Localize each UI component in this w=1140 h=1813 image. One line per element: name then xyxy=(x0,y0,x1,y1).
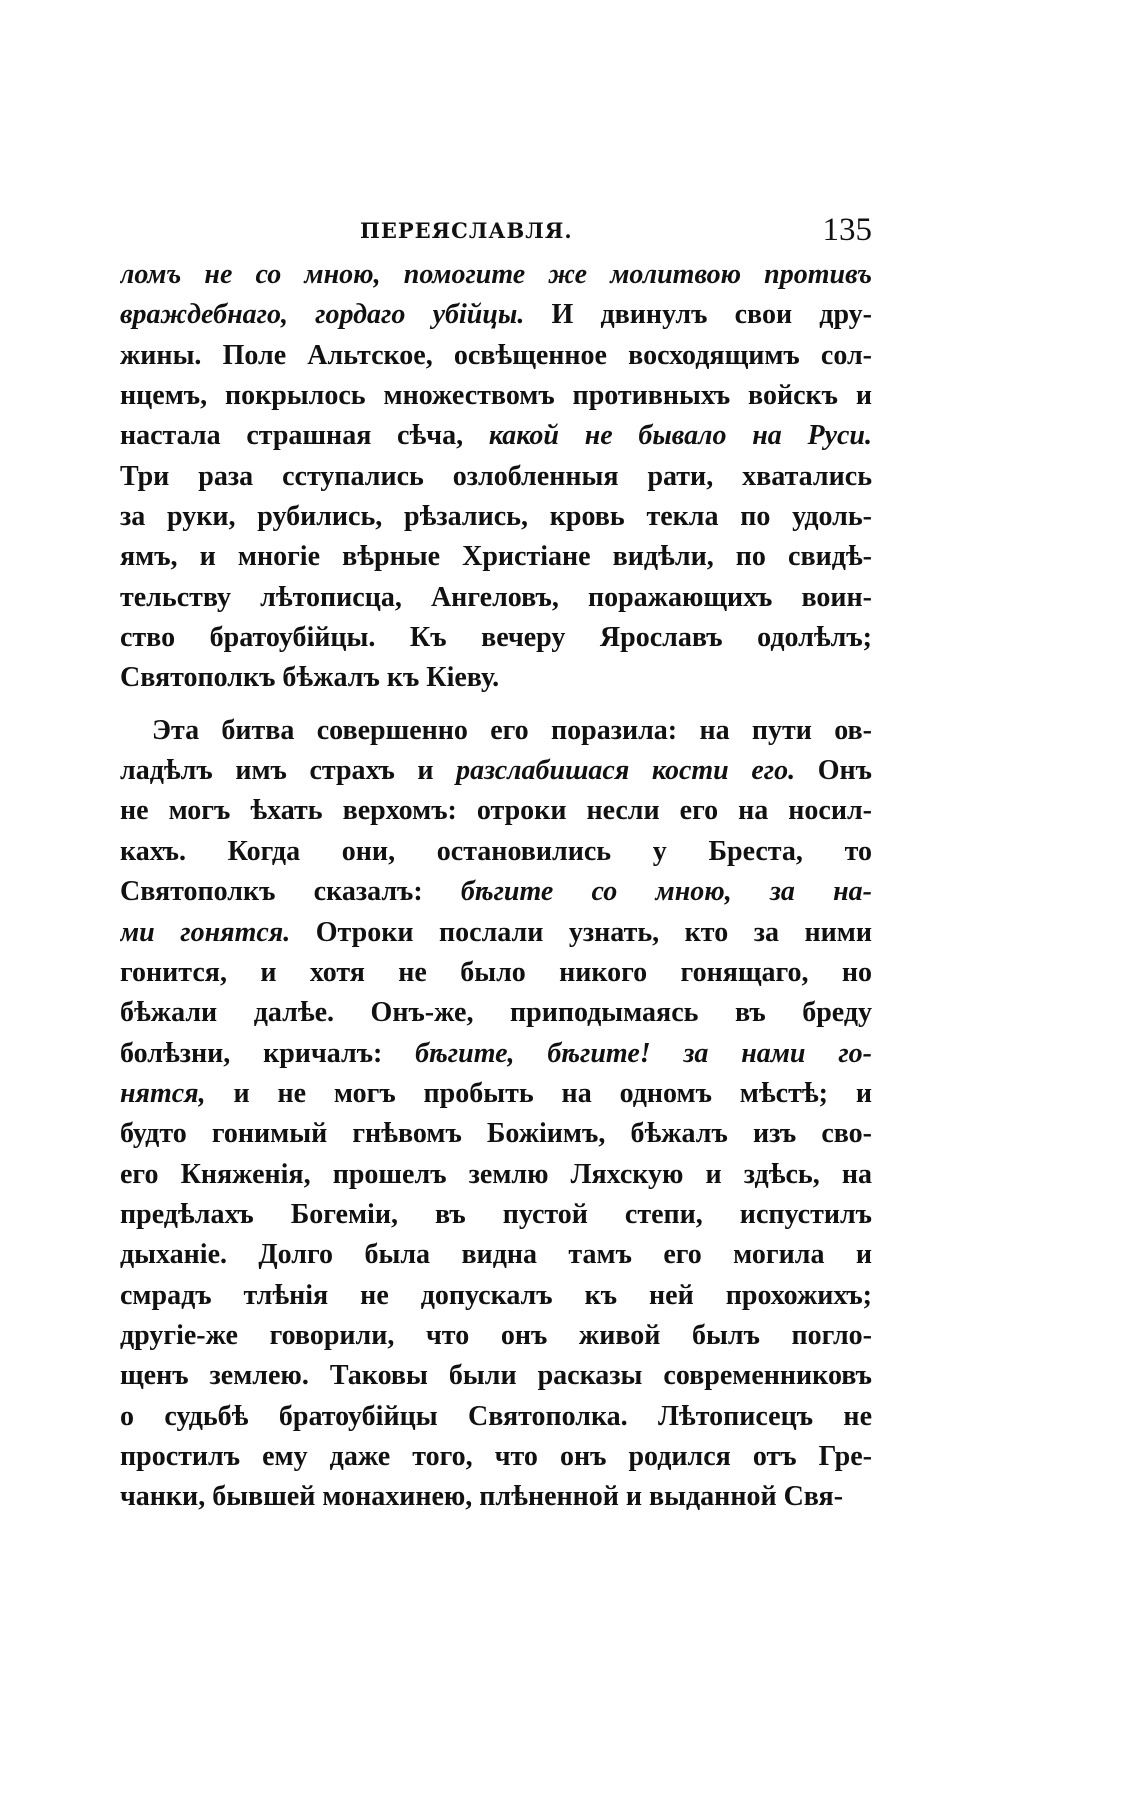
running-title: ПЕРЕЯСЛАВЛЯ. xyxy=(360,218,573,243)
text-run: щенъ землею. Таковы были расказы современниковъ xyxy=(120,1360,872,1392)
text-line xyxy=(120,1316,872,1356)
text-run: бѣжали далѣе. Онъ-же, приподымаясь въ бреду xyxy=(120,997,872,1029)
text-line xyxy=(120,1235,872,1275)
paragraph xyxy=(120,255,872,699)
text-line xyxy=(120,255,872,295)
text-line xyxy=(120,953,872,993)
text-line xyxy=(120,1114,872,1154)
paragraph xyxy=(120,711,872,1518)
text-line xyxy=(120,1397,872,1437)
text-line xyxy=(120,1195,872,1235)
text-line xyxy=(120,1276,872,1316)
text-line xyxy=(120,711,872,751)
italic-text: разслабишася кости его. xyxy=(456,755,796,787)
text-run: гонится, и хотя не было никого гонящаго, но xyxy=(120,956,872,988)
text-run: Эта битва совершенно его поразила: на пути ов- xyxy=(152,714,872,746)
body-text xyxy=(120,255,872,1518)
text-run: Святополкъ сказалъ: xyxy=(120,876,461,908)
text-run: ямъ, и многіе вѣрные Христіане видѣли, по свидѣ- xyxy=(120,541,872,573)
text-run: тельству лѣтописца, Ангеловъ, поражающихъ воин- xyxy=(120,581,872,613)
text-run: Отроки послали узнать, кто за ними xyxy=(290,916,872,948)
text-run: смрадъ тлѣнія не допускалъ къ ней прохожихъ; xyxy=(120,1279,872,1311)
text-run: болѣзни, кричалъ: xyxy=(120,1037,416,1069)
text-run: не могъ ѣхать верхомъ: отроки несли его на носил- xyxy=(120,795,872,827)
text-line xyxy=(120,295,872,335)
italic-text: бѣгите со мною, за на- xyxy=(460,876,872,908)
text-line xyxy=(120,913,872,953)
text-run: И двинулъ свои дру- xyxy=(524,299,872,331)
text-line xyxy=(120,832,872,872)
text-line xyxy=(120,1356,872,1396)
text-run: чанки, бывшей монахинею, плѣненной и выданной Свя- xyxy=(120,1481,844,1513)
text-line xyxy=(120,993,872,1033)
paragraph-gap xyxy=(120,699,872,711)
text-line xyxy=(120,578,872,618)
text-run: ство братоубійцы. Къ вечеру Ярославъ одолѣлъ; xyxy=(120,622,872,654)
text-line xyxy=(120,872,872,912)
text-line xyxy=(120,1034,872,1074)
text-line xyxy=(120,1155,872,1195)
italic-text: какой не бывало на Руси. xyxy=(488,420,872,452)
text-run: Святополкъ бѣжалъ къ Кіеву. xyxy=(120,662,500,694)
text-run: за руки, рубились, рѣзались, кровь текла по удоль- xyxy=(120,501,872,533)
italic-text: ломъ не со мною, помогите же молитвою противъ xyxy=(120,259,872,290)
italic-text: бѣгите, бѣгите! за нами го- xyxy=(415,1037,872,1069)
text-line xyxy=(120,336,872,376)
text-run: о судьбѣ братоубійцы Святополка. Лѣтописецъ не xyxy=(120,1400,872,1432)
italic-text: враждебнаго, гордаго убійцы. xyxy=(120,299,525,331)
text-run: Три раза сступались озлобленныя рати, хватались xyxy=(120,460,872,492)
text-run: предѣлахъ Богеміи, въ пустой степи, испустилъ xyxy=(120,1198,872,1230)
running-head xyxy=(120,212,872,252)
text-run: его Княженія, прошелъ землю Ляхскую и здѣсь, на xyxy=(120,1158,872,1190)
text-run: и не могъ пробыть на одномъ мѣстѣ; и xyxy=(205,1077,872,1109)
text-line xyxy=(120,1437,872,1477)
text-line xyxy=(120,457,872,497)
text-run: нцемъ, покрылось множествомъ противныхъ войскъ и xyxy=(120,380,872,412)
text-run: кахъ. Когда они, остановились у Бреста, то xyxy=(120,835,872,867)
text-line xyxy=(120,658,872,698)
text-run: настала страшная сѣча, xyxy=(120,420,489,452)
page-number: 135 xyxy=(822,212,872,248)
italic-text: ми гонятся. xyxy=(120,916,291,948)
text-line xyxy=(120,751,872,791)
text-line xyxy=(120,1074,872,1114)
text-run: дыханіе. Долго была видна тамъ его могила и xyxy=(120,1239,872,1271)
text-run: жины. Поле Альтское, освѣщенное восходящимъ сол- xyxy=(120,339,872,371)
text-line xyxy=(120,791,872,831)
italic-text: нятся, xyxy=(120,1077,206,1109)
text-run: простилъ ему даже того, что онъ родился отъ Гре- xyxy=(120,1440,872,1472)
text-run: Онъ xyxy=(795,755,872,787)
text-run: другіе-же говорили, что онъ живой былъ погло- xyxy=(120,1319,872,1351)
text-line xyxy=(120,416,872,456)
text-line xyxy=(120,497,872,537)
text-line xyxy=(120,376,872,416)
text-line xyxy=(120,618,872,658)
text-run: будто гонимый гнѣвомъ Божіимъ, бѣжалъ изъ сво- xyxy=(120,1118,872,1150)
text-run: ладѣлъ имъ страхъ и xyxy=(120,755,457,787)
text-line xyxy=(120,1477,872,1517)
text-line xyxy=(120,537,872,577)
